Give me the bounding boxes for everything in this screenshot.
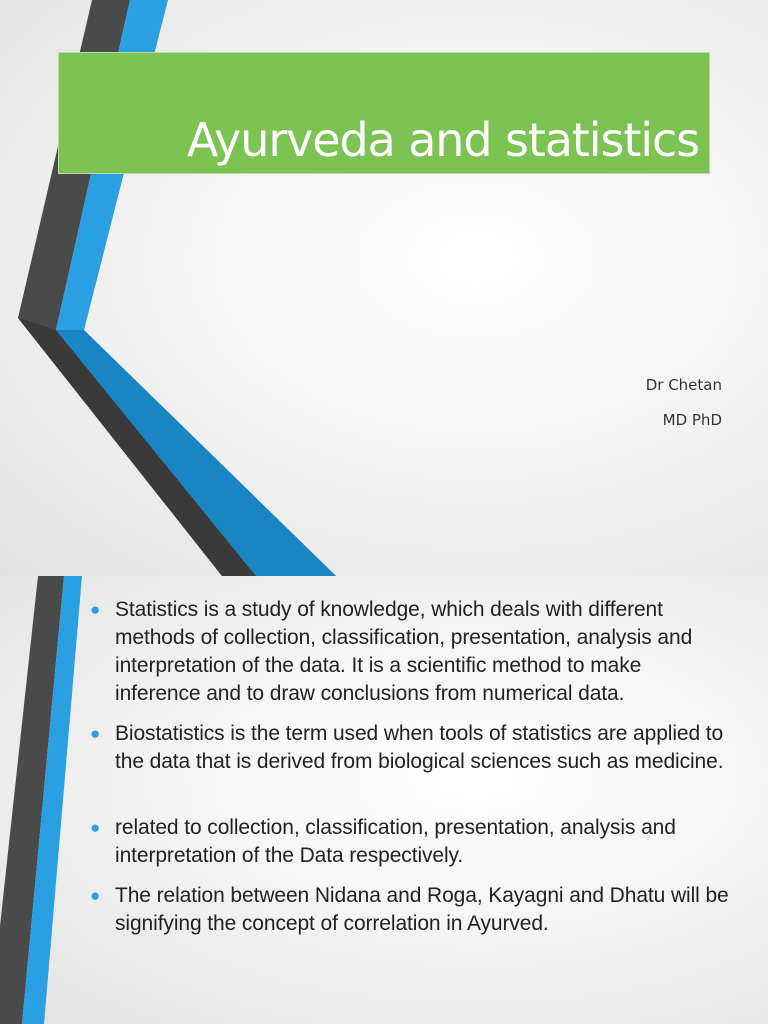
bullet-item [90,720,730,776]
bullet-item [90,596,730,708]
author-degree: MD PhD [662,411,722,429]
title-box [58,52,710,174]
author-name: Dr Chetan [645,376,722,394]
bullet-text: Statistics is a study of knowledge, which deals with different methods of collection, classification, presentation, analysis and interpretation of the data. It is a scientific method to make inference and to draw conclusions from numerical data. [115,598,693,705]
bullet-icon: ● [90,600,101,619]
bullet-item [90,814,730,870]
content-slide [0,576,768,1024]
bullet-text: related to collection, classification, presentation, analysis and interpretation of the Data respectively. [115,816,676,867]
bullet-icon: ● [90,818,101,837]
bullet-icon: ● [90,886,101,905]
slide-title: Ayurveda and statistics [186,113,699,167]
bullet-item [90,882,730,938]
bullet-icon: ● [90,724,101,743]
bullet-text: Biostatistics is the term used when tools of statistics are applied to the data that is derived from biological sciences such as medicine. [115,722,724,773]
dark-stripe-lower [18,318,256,576]
bullet-text: The relation between Nidana and Roga, Kayagni and Dhatu will be signifying the concept of correlation in Ayurved. [115,884,729,935]
bullet-list [90,596,730,938]
